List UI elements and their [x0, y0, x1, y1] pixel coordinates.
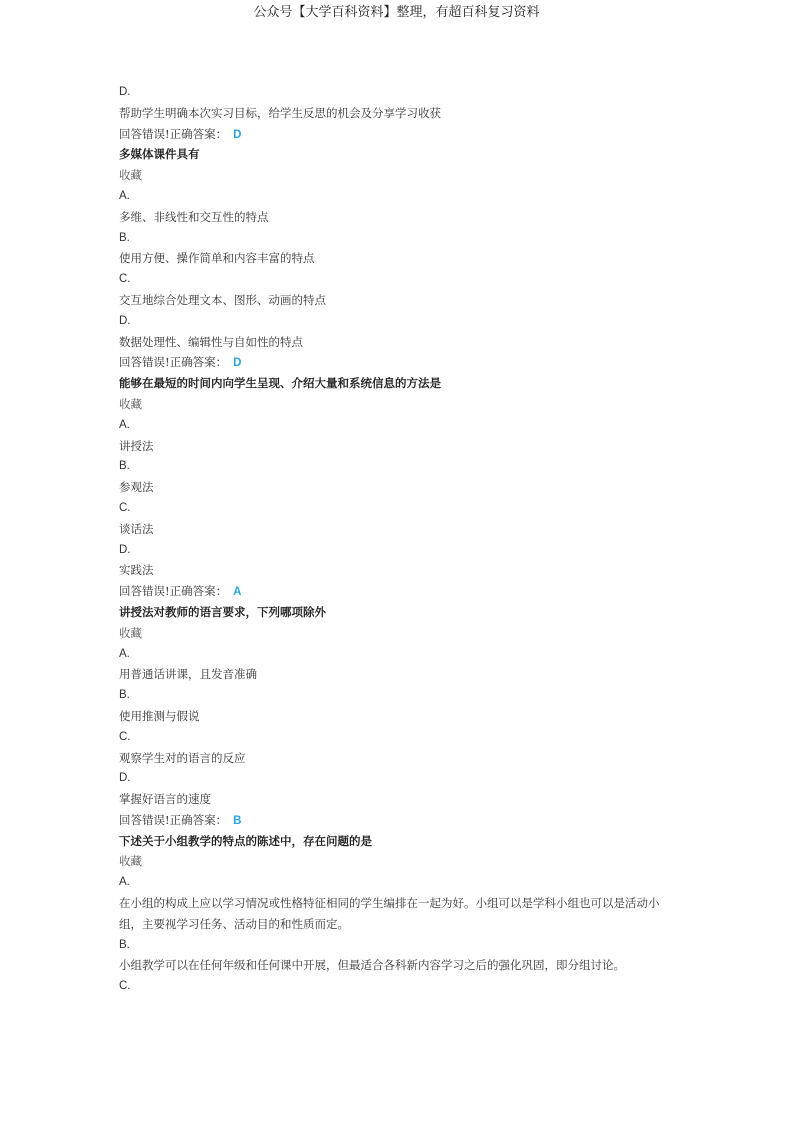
option-text: 用普通话讲课，且发音准确 [119, 667, 257, 682]
option-letter[interactable]: A. [119, 189, 130, 202]
option-text: 帮助学生明确本次实习目标，给学生反思的机会及分享学习收获 [119, 105, 441, 120]
option-letter[interactable]: B. [119, 460, 130, 473]
option-text: 观察学生对的语言的反应 [119, 750, 246, 765]
option-letter[interactable]: A. [119, 647, 130, 660]
question-block [119, 602, 679, 831]
result-label: 回答错误!正确答案： [119, 355, 228, 370]
question-stem: 讲授法对教师的语言要求，下列哪项除外 [119, 604, 326, 619]
answer-result [119, 352, 679, 373]
page-header: 公众号【大学百科资料】整理，有超百科复习资料 [253, 5, 540, 20]
option-text: 使用方便、操作简单和内容丰富的特点 [119, 251, 315, 266]
favorite-link[interactable]: 收藏 [119, 396, 142, 411]
option-letter[interactable]: B. [119, 231, 130, 244]
correct-answer: A [233, 586, 242, 599]
question-block [119, 831, 679, 997]
option-text: 多维、非线性和交互性的特点 [119, 209, 269, 224]
option-text: 讲授法 [119, 438, 154, 453]
correct-answer: D [233, 357, 242, 370]
option-text: 参观法 [119, 480, 154, 495]
option-letter[interactable]: C. [119, 980, 131, 993]
option-letter[interactable]: A. [119, 418, 130, 431]
quiz-content [119, 82, 679, 997]
correct-answer: D [233, 128, 242, 141]
option-text: 小组教学可以在任何年级和任何课中开展，但最适合各科新内容学习之后的强化巩固，即分组讨论。 [119, 958, 625, 973]
option-text: 掌握好语言的速度 [119, 792, 211, 807]
option-letter[interactable]: C. [119, 730, 131, 743]
option-text: 交互地综合处理文本、图形、动画的特点 [119, 292, 326, 307]
option-text: 实践法 [119, 563, 154, 578]
question-stem: 多媒体课件具有 [119, 147, 200, 162]
answer-result [119, 581, 679, 602]
option-text: 数据处理性、编辑性与自如性的特点 [119, 334, 303, 349]
answer-result [119, 810, 679, 831]
option-letter[interactable]: C. [119, 273, 131, 286]
result-label: 回答错误!正确答案： [119, 812, 228, 827]
option-text: 在小组的构成上应以学习情况或性格特征相同的学生编排在一起为好。小组可以是学科小组也可以是活动小组，主要视学习任务、活动目的和性质而定。 [119, 896, 660, 931]
option-letter[interactable]: D. [119, 543, 131, 556]
option-text: 谈话法 [119, 521, 154, 536]
option-letter[interactable]: A. [119, 876, 130, 889]
question-stem: 下述关于小组教学的特点的陈述中，存在问题的是 [119, 833, 372, 848]
correct-answer: B [233, 814, 242, 827]
option-letter[interactable]: B. [119, 938, 130, 951]
option-letter[interactable]: D. [119, 314, 131, 327]
option-letter[interactable]: D. [119, 772, 131, 785]
question-block [119, 373, 679, 602]
option-text: 使用推测与假说 [119, 708, 200, 723]
result-label: 回答错误!正确答案： [119, 584, 228, 599]
favorite-link[interactable]: 收藏 [119, 854, 142, 869]
answer-result [119, 124, 679, 145]
question-block [119, 144, 679, 373]
option-letter[interactable]: B. [119, 689, 130, 702]
option-letter: D. [119, 86, 131, 98]
option-letter[interactable]: C. [119, 501, 131, 514]
favorite-link[interactable]: 收藏 [119, 625, 142, 640]
favorite-link[interactable]: 收藏 [119, 168, 142, 183]
question-stem: 能够在最短的时间内向学生呈现、介绍大量和系统信息的方法是 [119, 376, 441, 391]
result-label: 回答错误!正确答案： [119, 126, 228, 141]
